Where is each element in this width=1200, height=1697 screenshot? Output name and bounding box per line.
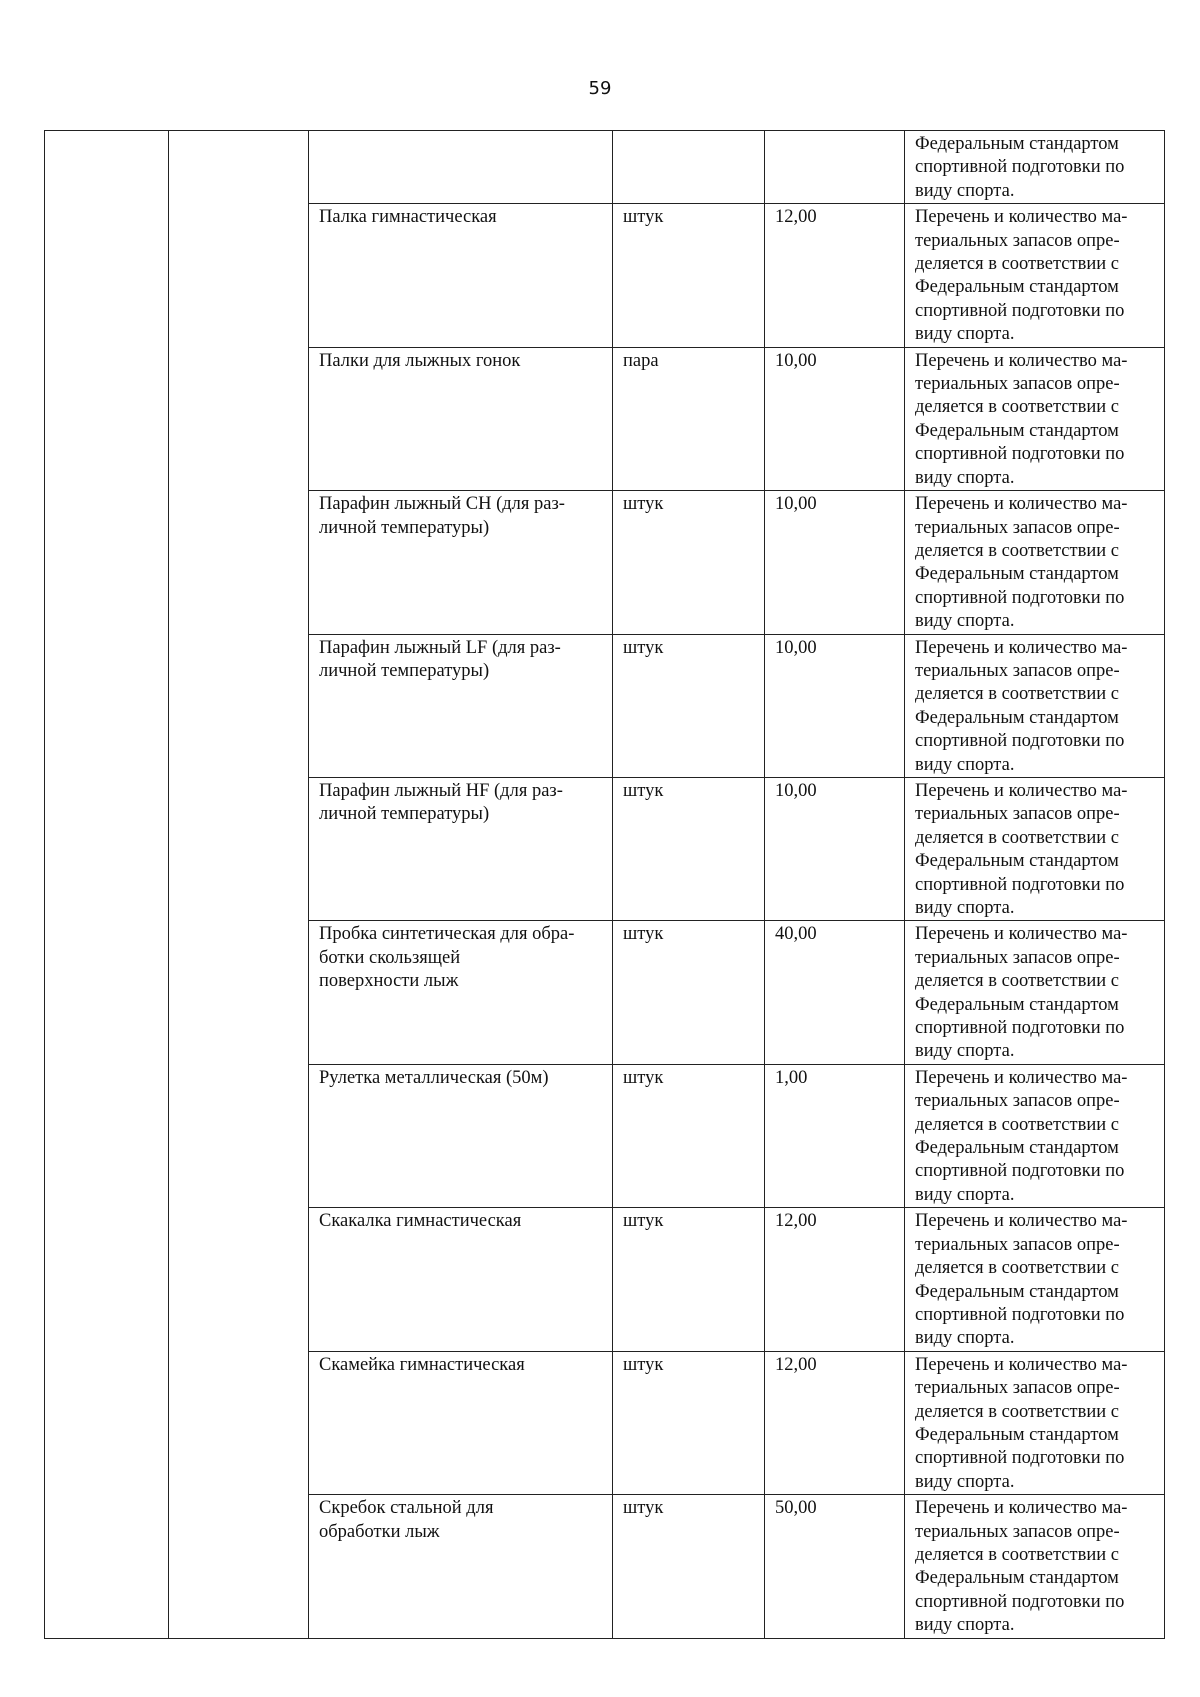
quantity-text: 40,00 bbox=[775, 924, 817, 945]
unit-text: штук bbox=[623, 1498, 664, 1519]
quantity-text: 50,00 bbox=[775, 1498, 817, 1519]
quantity-text: 10,00 bbox=[775, 494, 817, 515]
item-name-cell bbox=[309, 491, 613, 634]
item-name-text: Скамейка гимнастическая bbox=[319, 1354, 525, 1375]
item-name-text: Палки для лыжных гонок bbox=[319, 350, 521, 371]
unit-cell bbox=[613, 1351, 765, 1494]
note-cell bbox=[905, 777, 1165, 920]
unit-text: штук bbox=[623, 207, 664, 228]
unit-text: штук bbox=[623, 1354, 664, 1375]
table-row-continuation bbox=[45, 131, 1165, 204]
note-cell bbox=[905, 1495, 1165, 1638]
quantity-text: 1,00 bbox=[775, 1067, 808, 1088]
quantity-text: 10,00 bbox=[775, 780, 817, 801]
unit-cell bbox=[613, 204, 765, 347]
unit-text: штук bbox=[623, 1067, 664, 1088]
quantity-cell bbox=[765, 1208, 905, 1351]
note-text: Перечень и количество ма- териальных запасов опре- деляется в соответствии с Федеральным стандартом спортивной подготовки по виду спорта. bbox=[915, 924, 1128, 1062]
unit-cell bbox=[613, 777, 765, 920]
note-text: Перечень и количество ма- териальных запасов опре- деляется в соответствии с Федеральным стандартом спортивной подготовки по виду спорта. bbox=[915, 1354, 1128, 1492]
item-name-cell bbox=[309, 1064, 613, 1207]
item-name-cell bbox=[309, 777, 613, 920]
empty-column-1-cell bbox=[45, 131, 169, 1639]
item-name-cell bbox=[309, 1495, 613, 1638]
item-name-cell bbox=[309, 1208, 613, 1351]
unit-text: штук bbox=[623, 780, 664, 801]
page-number: 59 bbox=[588, 78, 612, 99]
item-name-text: Парафин лыжный LF (для раз- личной температуры) bbox=[319, 637, 561, 681]
item-name-text: Скребок стальной для обработки лыж bbox=[319, 1498, 494, 1542]
unit-text: пара bbox=[623, 350, 659, 371]
empty-column-2-cell bbox=[169, 131, 309, 1639]
materials-table bbox=[44, 130, 1165, 1639]
quantity-cell bbox=[765, 1495, 905, 1638]
unit-cell bbox=[613, 921, 765, 1064]
unit-cell bbox=[613, 347, 765, 490]
note-text: Перечень и количество ма- териальных запасов опре- деляется в соответствии с Федеральным стандартом спортивной подготовки по виду спорта. bbox=[915, 207, 1128, 345]
quantity-cell bbox=[765, 634, 905, 777]
quantity-cell bbox=[765, 204, 905, 347]
note-cell bbox=[905, 1351, 1165, 1494]
note-cell bbox=[905, 204, 1165, 347]
quantity-text: 10,00 bbox=[775, 350, 817, 371]
note-cell bbox=[905, 491, 1165, 634]
unit-cell bbox=[613, 1064, 765, 1207]
note-cell bbox=[905, 1064, 1165, 1207]
quantity-cell bbox=[765, 491, 905, 634]
unit-text: штук bbox=[623, 924, 664, 945]
quantity-cell bbox=[765, 921, 905, 1064]
quantity-text: 12,00 bbox=[775, 1354, 817, 1375]
unit-text: штук bbox=[623, 1211, 664, 1232]
note-cell bbox=[905, 347, 1165, 490]
item-name-text: Парафин лыжный CH (для раз- личной температуры) bbox=[319, 494, 565, 538]
item-name-cell bbox=[309, 347, 613, 490]
note-text: Перечень и количество ма- териальных запасов опре- деляется в соответствии с Федеральным стандартом спортивной подготовки по виду спорта. bbox=[915, 494, 1128, 632]
quantity-cell bbox=[765, 131, 905, 204]
unit-cell bbox=[613, 1208, 765, 1351]
note-cell bbox=[905, 1208, 1165, 1351]
note-text: Перечень и количество ма- териальных запасов опре- деляется в соответствии с Федеральным стандартом спортивной подготовки по виду спорта. bbox=[915, 780, 1128, 918]
note-cell bbox=[905, 921, 1165, 1064]
note-text: Перечень и количество ма- териальных запасов опре- деляется в соответствии с Федеральным стандартом спортивной подготовки по виду спорта. bbox=[915, 637, 1128, 775]
item-name-text: Пробка синтетическая для обра- ботки скользящей поверхности лыж bbox=[319, 924, 575, 992]
unit-text: штук bbox=[623, 494, 664, 515]
name-cell bbox=[309, 131, 613, 204]
item-name-text: Палка гимнастическая bbox=[319, 207, 497, 228]
quantity-cell bbox=[765, 1351, 905, 1494]
item-name-text: Скакалка гимнастическая bbox=[319, 1211, 522, 1232]
quantity-cell bbox=[765, 1064, 905, 1207]
item-name-cell bbox=[309, 634, 613, 777]
note-cell bbox=[905, 131, 1165, 204]
unit-cell bbox=[613, 131, 765, 204]
quantity-text: 12,00 bbox=[775, 207, 817, 228]
note-cell bbox=[905, 634, 1165, 777]
note-text: Федеральным стандартом спортивной подготовки по виду спорта. bbox=[915, 134, 1125, 201]
unit-cell bbox=[613, 634, 765, 777]
item-name-cell bbox=[309, 204, 613, 347]
item-name-cell bbox=[309, 1351, 613, 1494]
quantity-text: 12,00 bbox=[775, 1211, 817, 1232]
table-body bbox=[45, 131, 1165, 1639]
quantity-text: 10,00 bbox=[775, 637, 817, 658]
item-name-text: Парафин лыжный HF (для раз- личной температуры) bbox=[319, 780, 563, 825]
quantity-cell bbox=[765, 777, 905, 920]
note-text: Перечень и количество ма- териальных запасов опре- деляется в соответствии с Федеральным стандартом спортивной подготовки по виду спорта. bbox=[915, 1498, 1128, 1636]
note-text: Перечень и количество ма- териальных запасов опре- деляется в соответствии с Федеральным стандартом спортивной подготовки по виду спорта. bbox=[915, 1211, 1128, 1349]
unit-cell bbox=[613, 491, 765, 634]
quantity-cell bbox=[765, 347, 905, 490]
item-name-cell bbox=[309, 921, 613, 1064]
note-text: Перечень и количество ма- териальных запасов опре- деляется в соответствии с Федеральным стандартом спортивной подготовки по виду спорта. bbox=[915, 350, 1128, 488]
unit-text: штук bbox=[623, 637, 664, 658]
note-text: Перечень и количество ма- териальных запасов опре- деляется в соответствии с Федеральным стандартом спортивной подготовки по виду спорта. bbox=[915, 1067, 1128, 1205]
unit-cell bbox=[613, 1495, 765, 1638]
item-name-text: Рулетка металлическая (50м) bbox=[319, 1067, 549, 1088]
